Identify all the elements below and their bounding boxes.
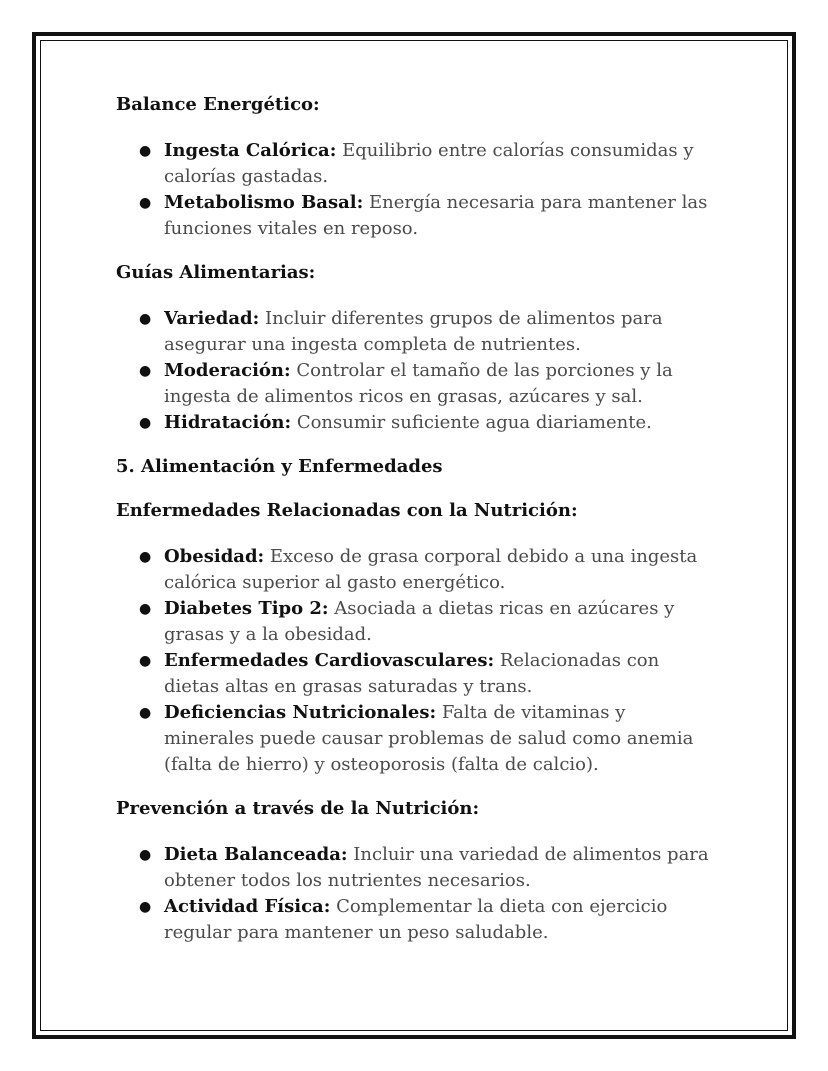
bullet-icon: ● [139,549,152,565]
item-term: Variedad: [164,308,260,329]
item-term: Hidratación: [164,412,292,433]
section-enfermedades-nutricion [116,498,716,778]
section-balance-energetico [116,92,716,242]
bullet-list [116,138,716,242]
item-term: Moderación: [164,360,291,381]
section-heading: Balance Energético: [116,94,320,115]
section-alimentacion-enfermedades [116,454,716,480]
item-term: Ingesta Calórica: [164,140,337,161]
item-term: Diabetes Tipo 2: [164,598,329,619]
bullet-list [116,544,716,778]
item-text: Exceso de grasa corporal debido a una ingesta calórica superior al gasto energético. [164,546,698,593]
bullet-icon: ● [139,143,152,159]
item-text: Energía necesaria para mantener las funciones vitales en reposo. [164,192,708,239]
item-text: Incluir diferentes grupos de alimentos para asegurar una ingesta completa de nutrientes. [164,308,663,355]
bullet-icon: ● [139,363,152,379]
item-term: Dieta Balanceada: [164,844,348,865]
item-term: Obesidad: [164,546,265,567]
item-text: Falta de vitaminas y minerales puede causar problemas de salud como anemia (falta de hierro) y osteoporosis (falta de calcio). [164,702,694,775]
bullet-list [116,306,716,436]
bullet-icon: ● [139,899,152,915]
bullet-icon: ● [139,705,152,721]
item-term: Actividad Física: [164,896,331,917]
bullet-icon: ● [139,415,152,431]
section-heading: Prevención a través de la Nutrición: [116,798,480,819]
list-item [116,358,716,410]
document-body [116,92,716,946]
bullet-icon: ● [139,195,152,211]
item-text: Consumir suficiente agua diariamente. [291,412,652,433]
bullet-icon: ● [139,601,152,617]
list-item [116,306,716,358]
list-item [116,544,716,596]
list-item [116,648,716,700]
section-heading: 5. Alimentación y Enfermedades [116,456,443,477]
item-term: Metabolismo Basal: [164,192,364,213]
bullet-icon: ● [139,847,152,863]
item-term: Deficiencias Nutricionales: [164,702,437,723]
bullet-icon: ● [139,653,152,669]
item-text: Controlar el tamaño de las porciones y la ingesta de alimentos ricos en grasas, azúcares y sal. [164,360,673,407]
list-item [116,410,716,436]
list-item [116,700,716,778]
bullet-list [116,842,716,946]
section-heading: Guías Alimentarias: [116,262,316,283]
item-text: Asociada a dietas ricas en azúcares y grasas y a la obesidad. [164,598,675,645]
list-item [116,842,716,894]
bullet-icon: ● [139,311,152,327]
item-text: Incluir una variedad de alimentos para obtener todos los nutrientes necesarios. [164,844,709,891]
section-guias-alimentarias [116,260,716,436]
list-item [116,138,716,190]
section-heading: Enfermedades Relacionadas con la Nutrición: [116,500,578,521]
list-item [116,596,716,648]
item-text: Relacionadas con dietas altas en grasas saturadas y trans. [164,650,660,697]
list-item [116,190,716,242]
item-text: Complementar la dieta con ejercicio regular para mantener un peso saludable. [164,896,668,943]
list-item [116,894,716,946]
item-text: Equilibrio entre calorías consumidas y calorías gastadas. [164,140,694,187]
section-prevencion-nutricion [116,796,716,946]
item-term: Enfermedades Cardiovasculares: [164,650,495,671]
